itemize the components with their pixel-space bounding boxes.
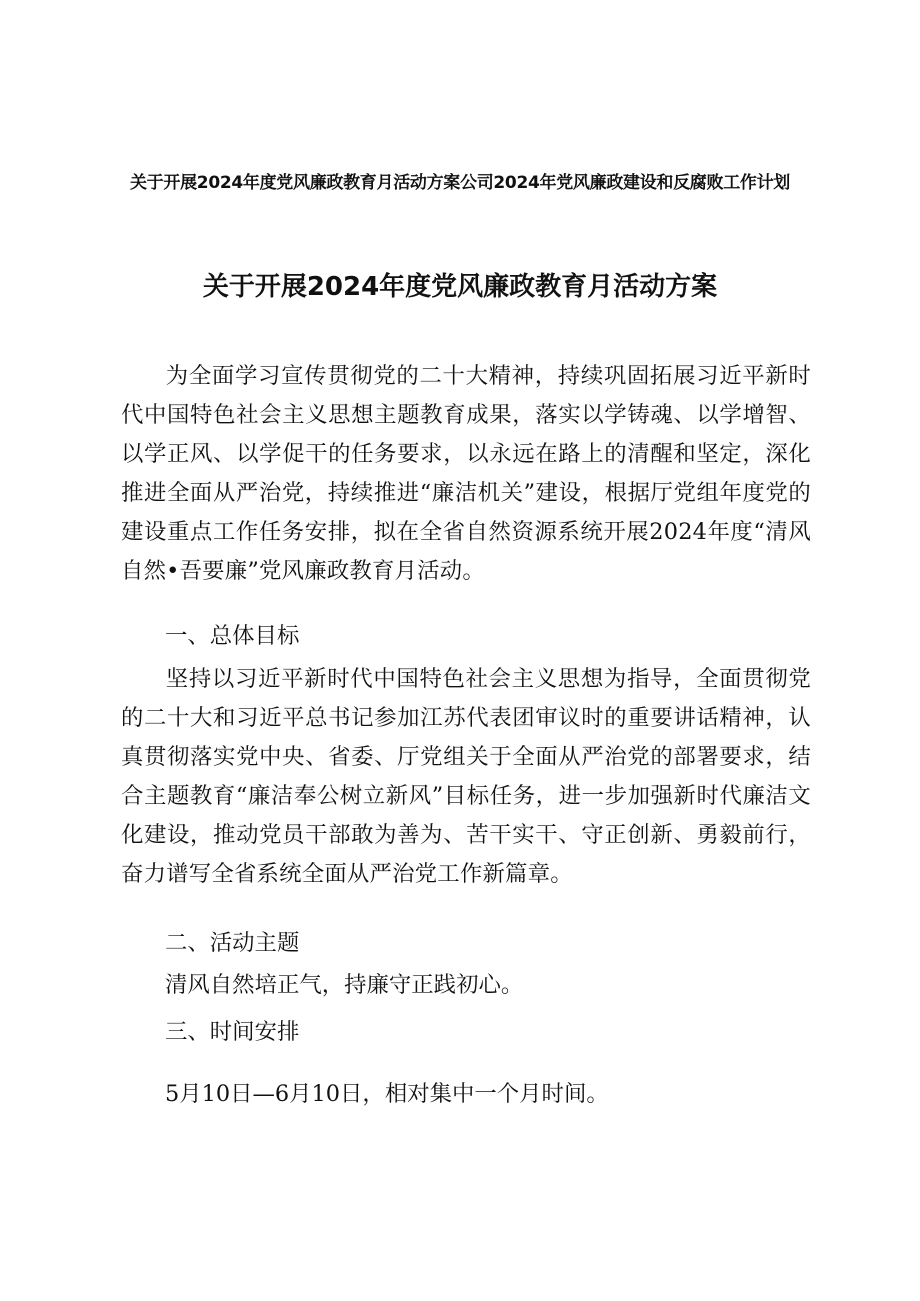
section-body-goals: 坚持以习近平新时代中国特色社会主义思想为指导，全面贯彻党的二十大和习近平总书记参加江苏代表团审议时的重要讲话精神，认真贯彻落实党中央、省委、厅党组关于全面从严治党的部署要求，结合主题教育“廉洁奉公树立新风”目标任务，进一步加强新时代廉洁文化建设，推动党员干部敢为善为、苦干实干、守正创新、勇毅前行，奋力谱写全省系统全面从严治党工作新篇章。: [121, 666, 811, 887]
section-body-schedule: 5月10日—6月10日，相对集中一个月时间。: [165, 1081, 609, 1107]
section-heading-schedule: 三、时间安排: [165, 1019, 300, 1045]
document-header: 关于开展2024年度党风廉政教育月活动方案公司2024年党风廉政建设和反腐败工作计划: [129, 173, 791, 193]
section-body-theme: 清风自然培正气，持廉守正践初心。: [165, 972, 524, 998]
document-title: 关于开展2024年度党风廉政教育月活动方案: [202, 272, 718, 302]
intro-paragraph: 为全面学习宣传贯彻党的二十大精神，持续巩固拓展习近平新时代中国特色社会主义思想主题教育成果，落实以学铸魂、以学增智、以学正风、以学促干的任务要求，以永远在路上的清醒和坚定，深化推进全面从严治党，持续推进“廉洁机关”建设，根据厅党组年度党的建设重点工作任务安排，拟在全省自然资源系统开展2024年度“清风自然•吾要廉”党风廉政教育月活动。: [121, 363, 811, 584]
section-heading-theme: 二、活动主题: [165, 930, 300, 956]
section-heading-goals: 一、总体目标: [165, 623, 300, 649]
